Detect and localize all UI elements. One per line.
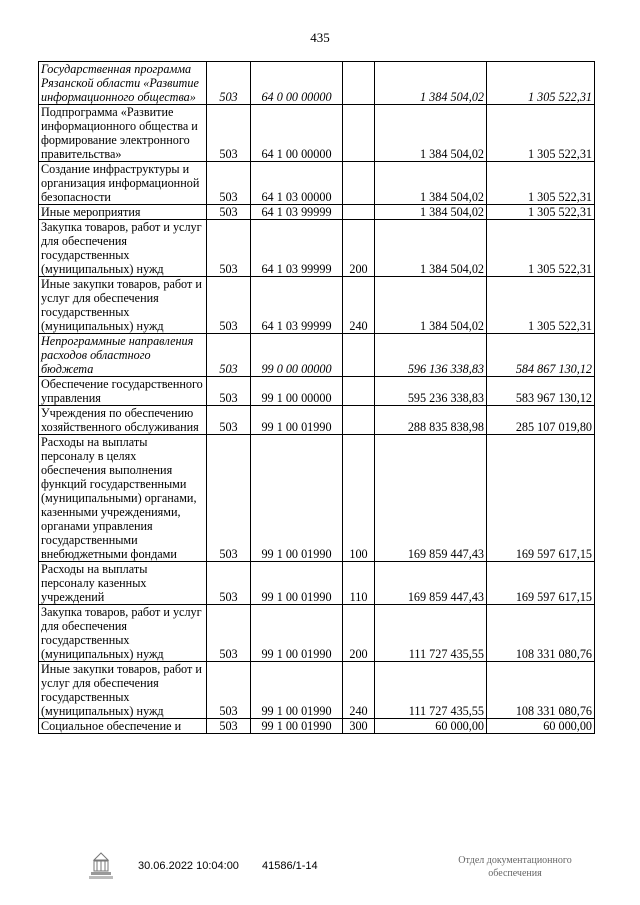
row-target-code: 99 1 00 01990 bbox=[251, 406, 343, 435]
row-amount-1: 60 000,00 bbox=[375, 719, 487, 734]
row-section-code: 503 bbox=[207, 220, 251, 277]
row-name: Иные мероприятия bbox=[39, 205, 207, 220]
row-amount-2: 108 331 080,76 bbox=[487, 605, 595, 662]
row-expense-type bbox=[343, 334, 375, 377]
row-amount-2: 584 867 130,12 bbox=[487, 334, 595, 377]
row-amount-1: 1 384 504,02 bbox=[375, 205, 487, 220]
row-target-code: 99 1 00 01990 bbox=[251, 662, 343, 719]
row-expense-type bbox=[343, 377, 375, 406]
row-target-code: 64 1 03 99999 bbox=[251, 205, 343, 220]
table-row bbox=[39, 105, 595, 162]
row-expense-type bbox=[343, 162, 375, 205]
row-name: Учреждения по обеспечению хозяйственного обслуживания bbox=[39, 406, 207, 435]
row-amount-2: 169 597 617,15 bbox=[487, 435, 595, 562]
row-section-code: 503 bbox=[207, 662, 251, 719]
row-expense-type bbox=[343, 205, 375, 220]
row-amount-1: 111 727 435,55 bbox=[375, 662, 487, 719]
row-expense-type: 100 bbox=[343, 435, 375, 562]
table-row bbox=[39, 62, 595, 105]
row-expense-type: 200 bbox=[343, 220, 375, 277]
footer-department bbox=[430, 854, 600, 880]
row-target-code: 99 1 00 01990 bbox=[251, 605, 343, 662]
row-target-code: 99 1 00 01990 bbox=[251, 719, 343, 734]
row-name: Иные закупки товаров, работ и услуг для обеспечения государственных (муниципальных) нужд bbox=[39, 277, 207, 334]
row-section-code: 503 bbox=[207, 205, 251, 220]
row-amount-1: 1 384 504,02 bbox=[375, 62, 487, 105]
row-amount-1: 169 859 447,43 bbox=[375, 562, 487, 605]
row-expense-type bbox=[343, 406, 375, 435]
row-expense-type: 200 bbox=[343, 605, 375, 662]
table-row bbox=[39, 605, 595, 662]
row-target-code: 64 1 03 00000 bbox=[251, 162, 343, 205]
footer bbox=[0, 851, 640, 891]
table-row bbox=[39, 662, 595, 719]
row-expense-type: 240 bbox=[343, 662, 375, 719]
row-amount-1: 111 727 435,55 bbox=[375, 605, 487, 662]
row-name: Подпрограмма «Развитие информационного общества и формирование электронного правительства» bbox=[39, 105, 207, 162]
row-name: Закупка товаров, работ и услуг для обеспечения государственных (муниципальных) нужд bbox=[39, 220, 207, 277]
row-target-code: 99 0 00 00000 bbox=[251, 334, 343, 377]
row-amount-2: 1 305 522,31 bbox=[487, 105, 595, 162]
row-section-code: 503 bbox=[207, 62, 251, 105]
row-expense-type bbox=[343, 62, 375, 105]
row-expense-type: 110 bbox=[343, 562, 375, 605]
row-amount-2: 1 305 522,31 bbox=[487, 277, 595, 334]
table-row bbox=[39, 162, 595, 205]
row-expense-type bbox=[343, 105, 375, 162]
row-name: Создание инфраструктуры и организация информационной безопасности bbox=[39, 162, 207, 205]
row-amount-2: 60 000,00 bbox=[487, 719, 595, 734]
row-name: Расходы на выплаты персоналу казенных учреждений bbox=[39, 562, 207, 605]
budget-table bbox=[38, 61, 595, 734]
row-target-code: 64 1 00 00000 bbox=[251, 105, 343, 162]
row-amount-1: 1 384 504,02 bbox=[375, 220, 487, 277]
budget-table-body bbox=[39, 62, 595, 734]
row-target-code: 64 0 00 00000 bbox=[251, 62, 343, 105]
row-target-code: 64 1 03 99999 bbox=[251, 277, 343, 334]
row-section-code: 503 bbox=[207, 334, 251, 377]
row-amount-1: 1 384 504,02 bbox=[375, 277, 487, 334]
row-target-code: 99 1 00 00000 bbox=[251, 377, 343, 406]
footer-document-number: 41586/1-14 bbox=[262, 860, 318, 872]
row-amount-2: 583 967 130,12 bbox=[487, 377, 595, 406]
table-row bbox=[39, 719, 595, 734]
row-amount-1: 595 236 338,83 bbox=[375, 377, 487, 406]
table-row bbox=[39, 277, 595, 334]
row-amount-2: 1 305 522,31 bbox=[487, 205, 595, 220]
row-amount-2: 108 331 080,76 bbox=[487, 662, 595, 719]
row-name: Обеспечение государственного управления bbox=[39, 377, 207, 406]
row-target-code: 99 1 00 01990 bbox=[251, 435, 343, 562]
footer-department-line1: Отдел документационного bbox=[458, 855, 572, 866]
table-row bbox=[39, 435, 595, 562]
table-row bbox=[39, 334, 595, 377]
row-amount-1: 1 384 504,02 bbox=[375, 162, 487, 205]
row-section-code: 503 bbox=[207, 435, 251, 562]
row-section-code: 503 bbox=[207, 719, 251, 734]
row-amount-2: 1 305 522,31 bbox=[487, 220, 595, 277]
row-amount-1: 169 859 447,43 bbox=[375, 435, 487, 562]
row-section-code: 503 bbox=[207, 105, 251, 162]
row-target-code: 64 1 03 99999 bbox=[251, 220, 343, 277]
row-section-code: 503 bbox=[207, 162, 251, 205]
row-name: Непрограммные направления расходов областного бюджета bbox=[39, 334, 207, 377]
row-name: Закупка товаров, работ и услуг для обеспечения государственных (муниципальных) нужд bbox=[39, 605, 207, 662]
row-amount-2: 169 597 617,15 bbox=[487, 562, 595, 605]
row-amount-1: 1 384 504,02 bbox=[375, 105, 487, 162]
row-name: Социальное обеспечение и bbox=[39, 719, 207, 734]
table-row bbox=[39, 406, 595, 435]
row-amount-1: 596 136 338,83 bbox=[375, 334, 487, 377]
table-row bbox=[39, 205, 595, 220]
table-row bbox=[39, 377, 595, 406]
row-name: Государственная программа Рязанской области «Развитие информационного общества» bbox=[39, 62, 207, 105]
row-target-code: 99 1 00 01990 bbox=[251, 562, 343, 605]
footer-department-line2: обеспечения bbox=[488, 868, 542, 879]
row-expense-type: 300 bbox=[343, 719, 375, 734]
row-expense-type: 240 bbox=[343, 277, 375, 334]
table-row bbox=[39, 220, 595, 277]
row-section-code: 503 bbox=[207, 406, 251, 435]
table-row bbox=[39, 562, 595, 605]
row-amount-1: 288 835 838,98 bbox=[375, 406, 487, 435]
page-number: 435 bbox=[310, 30, 330, 45]
row-amount-2: 285 107 019,80 bbox=[487, 406, 595, 435]
row-section-code: 503 bbox=[207, 277, 251, 334]
row-amount-2: 1 305 522,31 bbox=[487, 62, 595, 105]
row-section-code: 503 bbox=[207, 562, 251, 605]
footer-datetime: 30.06.2022 10:04:00 bbox=[138, 860, 239, 872]
row-name: Иные закупки товаров, работ и услуг для обеспечения государственных (муниципальных) нужд bbox=[39, 662, 207, 719]
emblem-icon bbox=[88, 851, 114, 881]
row-name: Расходы на выплаты персоналу в целях обеспечения выполнения функций государственными (муниципальными) органами, казенными учреждениями, органами управления государственными внебюджетными фондами bbox=[39, 435, 207, 562]
row-section-code: 503 bbox=[207, 605, 251, 662]
row-amount-2: 1 305 522,31 bbox=[487, 162, 595, 205]
row-section-code: 503 bbox=[207, 377, 251, 406]
